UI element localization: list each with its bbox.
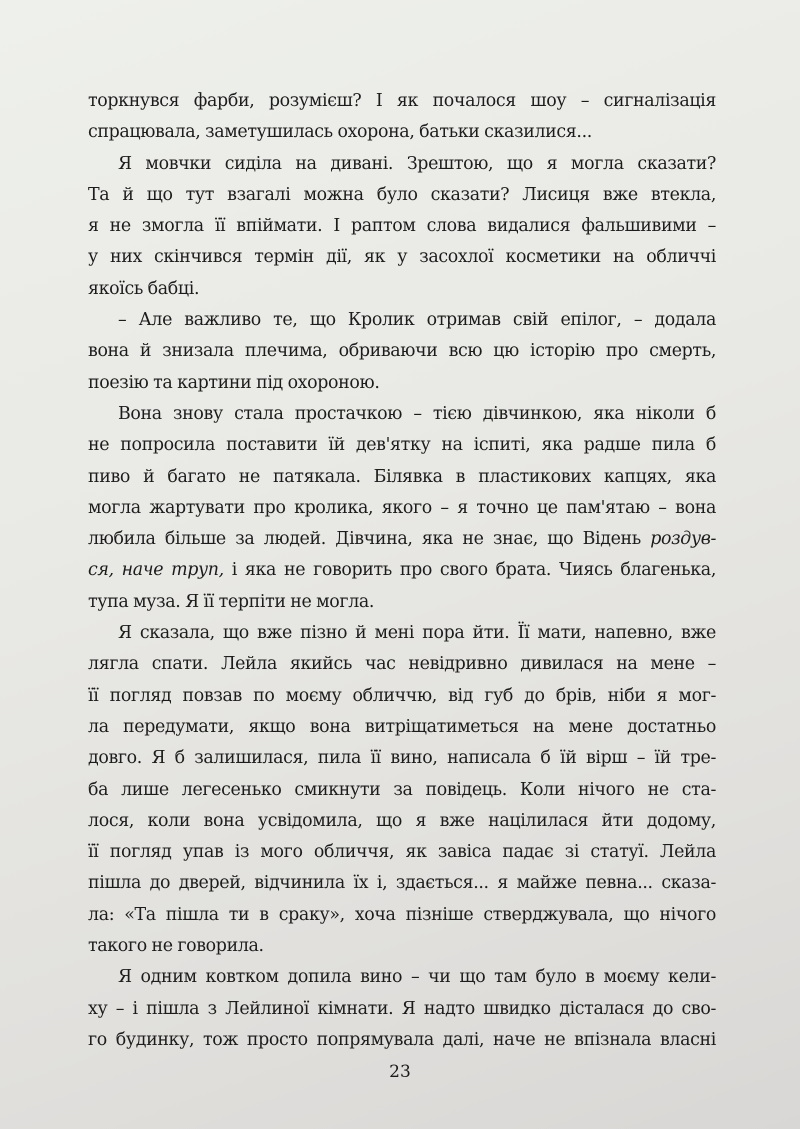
text-line: ла: «Та пішла ти в сраку», хоча пізніше стверджувала, що нічого <box>88 904 716 925</box>
text-span: і яка не говорить про свого брата. Чиясь благенька, <box>223 560 716 581</box>
text-line: я не змогла її впіймати. І раптом слова видалися фальшивими – <box>88 216 716 237</box>
text-line: якоїсь бабці. <box>88 278 200 299</box>
text-line: Вона знову стала простачкою – тією дівчинкою, яка ніколи б <box>118 403 716 424</box>
page-number: 23 <box>389 1062 411 1082</box>
text-line: лося, коли вона усвідомила, що я вже націлилася йти додому, <box>88 810 716 831</box>
text-line: ху – і пішла з Лейлиної кімнати. Я надто швидко дісталася до сво- <box>88 998 716 1019</box>
text-line: – Але важливо те, що Кролик отримав свій епілог, – додала <box>118 310 716 331</box>
text-line: пиво й багато не патякала. Білявка в пластикових капцях, яка <box>88 466 716 487</box>
italic-quote: роздув- <box>650 529 716 550</box>
text-line: го будинку, тож просто попрямувала далі, наче не впізнала власні <box>88 1029 716 1050</box>
text-line: її погляд повзав по моєму обличчю, від губ до брів, ніби я мог- <box>88 685 716 706</box>
text-line: тупа муза. Я її терпіти не могла. <box>88 591 375 612</box>
text-line: довго. Я б залишилася, пила її вино, написала б їй вірш – їй тре- <box>88 748 716 769</box>
text-line: Та й що тут взагалі можна було сказати? Лисиця вже втекла, <box>88 184 716 205</box>
text-span: любила більше за людей. Дівчина, яка не знає, що Відень <box>88 529 651 550</box>
text-line: такого не говорила. <box>88 936 264 957</box>
text-line: спрацювала, заметушилась охорона, батьки сказилися... <box>88 122 592 143</box>
body-text <box>88 86 716 1056</box>
text-line: ла передумати, якщо вона витріщатиметься на мене достатньо <box>88 716 716 737</box>
text-line: вона й знизала плечима, обриваючи всю цю історію про смерть, <box>88 341 716 362</box>
text-line: не попросила поставити їй дев'ятку на іспиті, яка радше пила б <box>88 435 716 456</box>
text-line: Я сказала, що вже пізно й мені пора йти. Її мати, напевно, вже <box>118 623 716 644</box>
text-line: лягла спати. Лейла якийсь час невідривно дивилася на мене – <box>88 654 716 675</box>
text-line: Я мовчки сиділа на дивані. Зрештою, що я могла сказати? <box>118 153 716 174</box>
text-line: пішла до дверей, відчинила їх і, здається... я майже певна... сказа- <box>88 873 716 894</box>
text-line <box>88 555 716 586</box>
text-line: у них скінчився термін дії, як у засохлої косметики на обличчі <box>88 247 716 268</box>
text-line: Я одним ковтком допила вино – чи що там було в моєму кели- <box>118 967 716 988</box>
text-line: ба лише легесенько смикнути за повідець. Коли нічого не ста- <box>88 779 716 800</box>
text-line: торкнувся фарби, розумієш? І як почалося шоу – сигналізація <box>88 91 716 111</box>
text-line: її погляд упав із мого обличчя, як завіса падає зі статуї. Лейла <box>88 842 716 863</box>
text-line: поезію та картини під охороною. <box>88 372 380 393</box>
text-line <box>88 524 716 555</box>
text-line: могла жартувати про кролика, якого – я точно це пам'ятаю – вона <box>88 497 716 518</box>
italic-quote: ся, наче труп, <box>88 560 224 581</box>
